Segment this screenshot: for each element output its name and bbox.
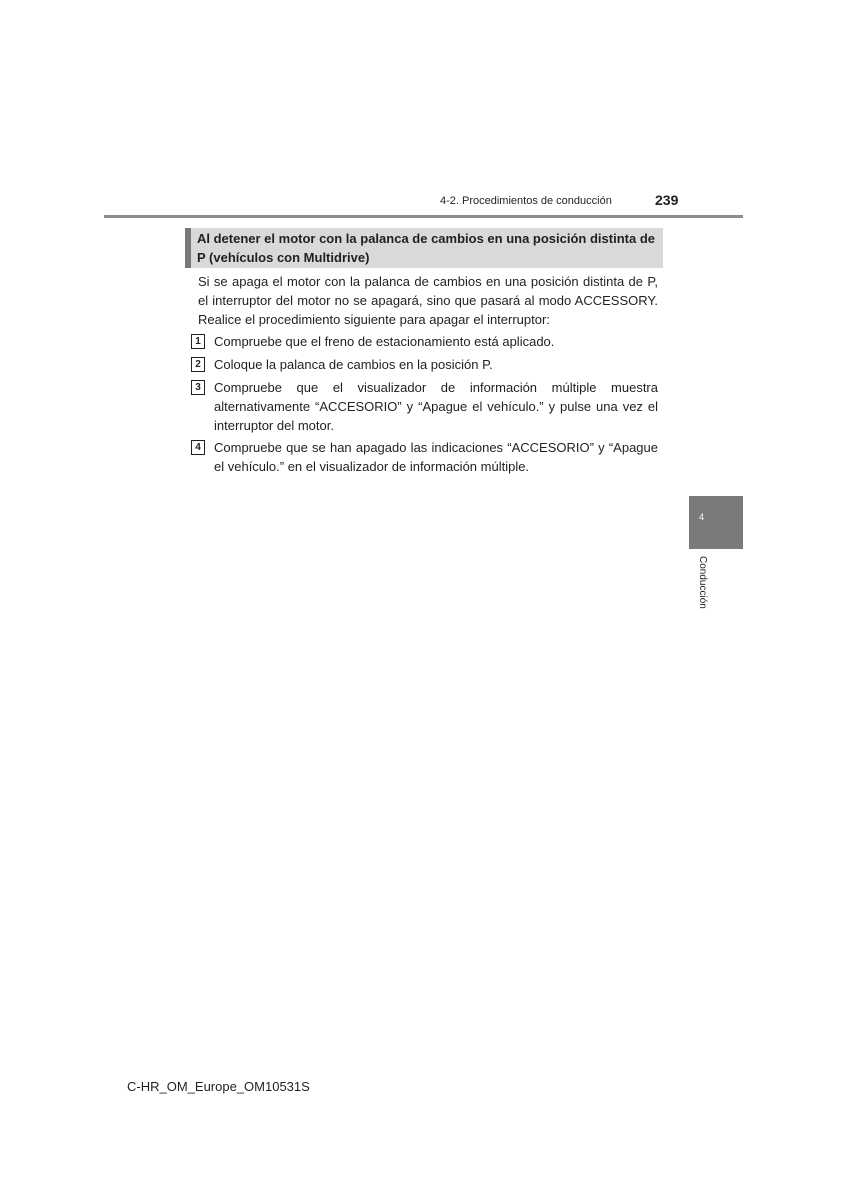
chapter-tab-number: 4 (699, 512, 705, 522)
document-code: C-HR_OM_Europe_OM10531S (127, 1079, 310, 1094)
step-text: Compruebe que el visualizador de información múltiple muestra alternativamente “ACCESORIO” y “Apague el vehículo.” y pulse una vez el interruptor del motor. (214, 380, 658, 433)
chapter-tab (689, 496, 743, 549)
header-section-title: 4-2. Procedimientos de conducción (440, 195, 612, 207)
step-number-badge: 1 (191, 334, 205, 349)
step-number-badge: 2 (191, 357, 205, 372)
step-number-badge: 4 (191, 440, 205, 455)
page-number: 239 (655, 192, 679, 208)
intro-paragraph: Si se apaga el motor con la palanca de cambios en una posición distinta de P, el interruptor del motor no se apagará, sino que pasará al modo ACCESSORY. Realice el procedimiento siguiente para apagar el interruptor: (198, 274, 658, 327)
header-divider (104, 215, 743, 218)
step-number-badge: 3 (191, 380, 205, 395)
step-text: Compruebe que se han apagado las indicaciones “ACCESORIO” y “Apague el vehículo.” en el visualizador de información múltiple. (214, 440, 658, 474)
chapter-tab-label: Conducción (697, 556, 708, 609)
step-text: Coloque la palanca de cambios en la posición P. (214, 357, 493, 372)
step-text: Compruebe que el freno de estacionamiento está aplicado. (214, 334, 555, 349)
section-heading: Al detener el motor con la palanca de cambios en una posición distinta de P (vehículos con Multidrive) (197, 231, 655, 265)
section-heading-accent (185, 228, 191, 268)
